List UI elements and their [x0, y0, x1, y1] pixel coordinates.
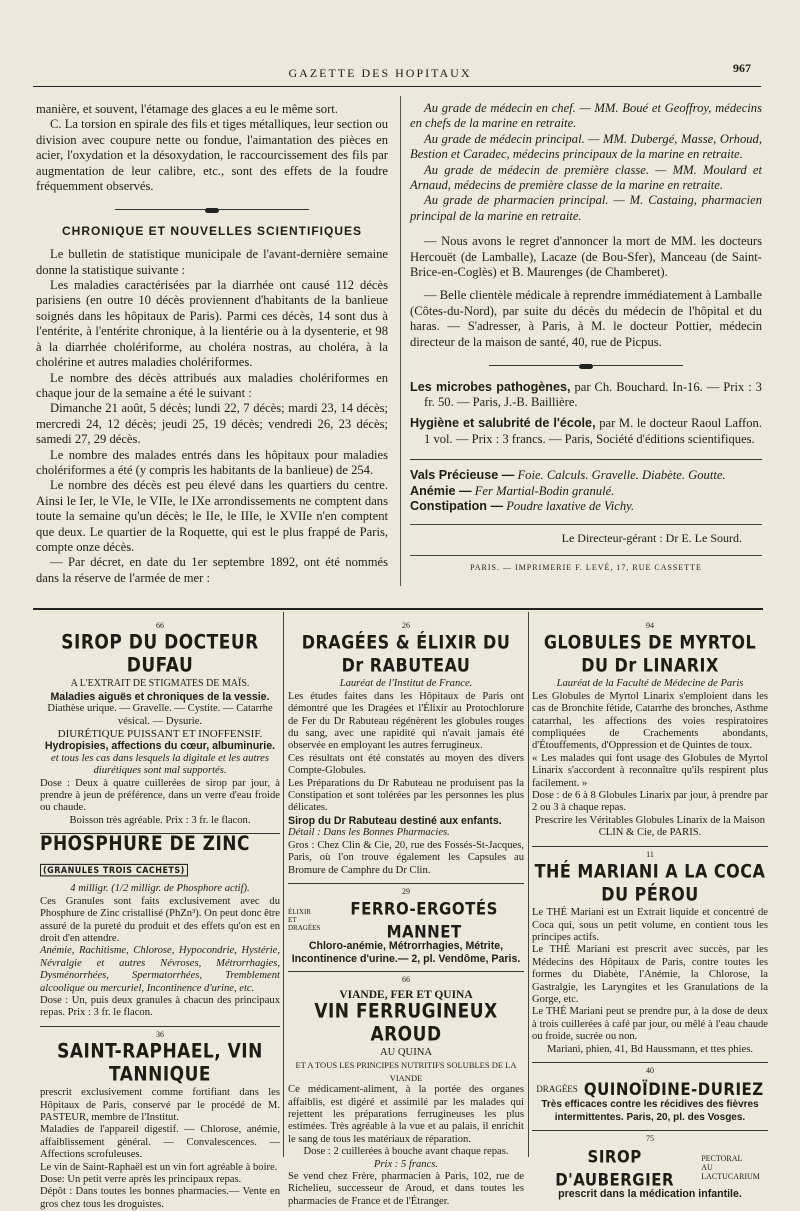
ad-title: VIN FERRUGINEUX AROUD: [314, 999, 498, 1046]
ad-text: Chloro-anémie, Métrorrhagies, Métrite, Incontinence d'urine.— 2, pl. Vendôme, Paris.: [291, 940, 521, 965]
ad-title: [40, 833, 280, 882]
paragraph: Le nombre des décès attribués aux maladies cholériformes en chaque jour de la semaine a été le suivant :: [36, 370, 388, 400]
appointment: Au grade de médecin en chef. — MM. Boué et Geoffroy, médecins en chefs de la marine en retraite.: [410, 101, 762, 131]
book-notice: [410, 416, 762, 447]
divider: [410, 459, 762, 460]
book-notice: [410, 380, 762, 411]
ad-subtitle: Lauréat de l'Institut de France.: [339, 678, 473, 690]
ad-text: Le vin de Saint-Raphaël est un vin fort agréable à boire.: [40, 1161, 278, 1173]
advert-line: [410, 484, 762, 499]
advert-text: Poudre laxative de Vichy.: [503, 498, 635, 513]
ad-text: Le THÉ Mariani est un Extrait liquide et concentré de Coca qui, sous un petit volume, en contient tous les principes actifs.: [532, 907, 768, 943]
ad-text: Sirop du Dr Rabuteau destiné aux enfants.: [288, 814, 502, 827]
ad-number: 26: [402, 621, 410, 630]
book-title: Les microbes pathogènes,: [410, 379, 571, 394]
ad-text: AU QUINA: [379, 1046, 433, 1058]
ad-number: 94: [646, 621, 654, 630]
book-detail: par M. le docteur Raoul Laffon. 1 vol. — Prix : 3 francs. — Paris, Société d'éditions scientifiques.: [424, 416, 762, 446]
section-title: CHRONIQUE ET NOUVELLES SCIENTIFIQUES: [61, 223, 363, 238]
ad-title-suffix-line: AU LACTUCARIUM: [701, 1163, 760, 1182]
ad-title-suffix-line: PECTORAL: [701, 1154, 743, 1164]
column-divider: [400, 96, 401, 586]
advert-text: Fer Martial-Bodin granulé.: [471, 483, 615, 498]
advert-label: Anémie —: [410, 483, 472, 498]
divider: [532, 1062, 768, 1063]
book-title: Hygiène et salubrité de l'école,: [410, 416, 596, 431]
masthead-title: GAZETTE DES HOPITAUX: [288, 66, 472, 80]
ad-text: Prescrire les Véritables Globules Linarix de la Maison CLIN & Cie, de PARIS.: [534, 814, 766, 839]
divider: [532, 1130, 768, 1131]
ad-heading: Maladies aiguës et chroniques de la vessie.: [50, 690, 270, 703]
ad-text: Mariani, phien, 41, Bd Haussmann, et ttes phies.: [547, 1043, 753, 1055]
printer-line: PARIS. — IMPRIMERIE F. LEVÉ, 17, RUE CASSETTE: [410, 555, 762, 575]
ad-text: prescrit dans la médication infantile.: [558, 1187, 742, 1200]
ad-title-prefix: ÉLIXIR ET DRAGÉES: [288, 908, 321, 933]
ad-price: Prix : 5 francs.: [373, 1158, 439, 1170]
advert-text: Foie. Calculs. Gravelle. Diabète. Goutte.: [514, 468, 726, 483]
ad-text: Très efficaces contre les récidives des fièvres intermittentes. Paris, 20, pl. des Vosges.: [541, 1099, 759, 1123]
ad-text: Le THÉ Mariani peut se prendre pur, à la dose de deux à trois cuillerées à café par jour, ou mêlé à l'eau chaude ou froide, sucrée ou non.: [532, 1006, 768, 1043]
ad-heading: VIANDE, FER ET QUINA: [339, 988, 473, 1001]
ad-text: Ces Granules sont faits exclusivement avec du Phosphure de Zinc cristallisé (PhZn³). On peut donc être assuré de la pureté du produit et des effets qu'on est en droit d'en attendre.: [40, 895, 280, 944]
advert-line: [410, 468, 762, 483]
ad-text: Dose : 2 cuillerées à bouche avant chaque repas.: [303, 1146, 509, 1158]
advert-label: Constipation —: [410, 498, 504, 513]
ornament-separator: [410, 358, 762, 373]
ad-column-divider: [283, 612, 284, 1157]
appointment: Au grade de médecin principal. — MM. Dubergé, Masse, Orhoud, Bestion et Caradec, médecins principaux de la marine en retraite.: [410, 131, 762, 162]
ads-top-rule: [33, 608, 763, 610]
divider: [410, 524, 762, 525]
ad-title: SIROP D'AUBERGIER: [555, 1145, 674, 1190]
right-column: [410, 101, 762, 575]
ad-subtitle: 4 milligr. (1/2 milligr. de Phosphore actif).: [70, 883, 250, 895]
ad-text: Ces résultats ont été constatés au moyen des divers Compte-Globules.: [288, 752, 524, 777]
ad-text: Se vend chez Frère, pharmacien à Paris, 102, rue de Richelieu, successeur de Aroud, et dans toutes les pharmacies de France et de l'Étranger.: [288, 1171, 524, 1207]
ad-column-3: [532, 618, 768, 1200]
ad-text: Dépôt : Dans toutes les bonnes pharmacies.— Vente en gros chez tous les droguistes.: [40, 1186, 280, 1210]
ad-title: THÉ MARIANI A LA COCA DU PÉROU: [534, 860, 766, 905]
ad-number: 75: [646, 1134, 654, 1144]
ad-text: Les Globules de Myrtol Linarix s'emploient dans les cas de Bronchite fétide, Catarrhe des bronches, Asthme catarrhal, les affections des voies respiratoires compliquées de Crachements abondants, d'Étouffements, d'Oppression et de Quintes de toux.: [532, 690, 768, 752]
ad-column-1: [40, 618, 280, 1211]
ad-title-suffix: [701, 1154, 768, 1181]
news-item: — Nous avons le regret d'annoncer la mort de MM. les docteurs Hercouët (de Lamballe), Lacaze (de Bou-Sfer), Manceau (de Saint-Brice-en-Coglès) et B. Maurenges (de Chamberet).: [410, 234, 762, 280]
ad-title: GLOBULES DE MYRTOL DU Dr LINARIX: [543, 631, 757, 677]
paragraph: C. La torsion en spirale des fils et tiges métalliques, leur section ou division avec coupure nette ou fondue, l'aimantation des pièces en acier, l'oxydation et la désoxydation, le raccourcissement des fils par augmentation de leur calibre, etc., sont des effets de la foudre fréquemment observés.: [36, 117, 388, 194]
ad-text: Diathèse urique. — Gravelle. — Cystite. — Catarrhe vésical. — Dysurie.: [47, 703, 273, 727]
header-rule: [33, 86, 761, 87]
divider: [40, 1026, 280, 1027]
ad-text: Ce médicament-aliment, à la portée des organes affaiblis, est digéré et assimilé par les malades qui rejettent les préparations ferrugineuses les plus estimées. Très agréable à la vue et au palais, il enrichit le sang de tous les matériaux de réparation.: [288, 1084, 524, 1145]
ad-title-row: [532, 1145, 768, 1190]
left-column: [36, 102, 388, 586]
ad-title: FERRO-ERGOTÉS MANNET: [350, 898, 498, 943]
ad-text: Dose : Deux à quatre cuillerées de sirop par jour, à prendre à jeun de préférence, dans un verre d'eau froide ou chaude.: [40, 777, 280, 814]
ad-text: Les Préparations du Dr Rabuteau ne produisent pas la Constipation et sont tolérées par les personnes les plus délicates.: [288, 777, 524, 814]
ad-text: Les études faites dans les Hôpitaux de Paris ont démontré que les Dragées et l'Élixir au Protochlorure de Fer du Dr Rabuteau régénèrent les globules rouges du sang, avec une rapidité qui n'avait jamais été observée en employant les autres ferrugineux.: [288, 690, 524, 752]
appointment: Au grade de pharmacien principal. — M. Castaing, pharmacien principal de la marine en retraite.: [410, 193, 762, 223]
ad-title-row: [288, 898, 524, 943]
ad-text: « Les malades qui font usage des Globules de Myrtol Linarix s'accordent à reconnaître qu'ils respirent plus facilement. »: [532, 752, 768, 789]
news-item: — Belle clientèle médicale à reprendre immédiatement à Lamballe (Côtes-du-Nord), par suite du décès du médecin de l'hôpital et du haras. — S'adresser, à Paris, à M. le docteur Pottier, médecin directeur de la maison de santé, 40, rue de Picpus.: [410, 288, 762, 349]
ad-title: DRAGÉES & ÉLIXIR DU Dr RABUTEAU: [301, 631, 511, 677]
ad-text: Hydropisies, affections du cœur, albuminurie.: [44, 740, 276, 753]
divider: [288, 971, 524, 972]
ad-title-text: PHOSPHURE DE ZINC: [40, 833, 250, 857]
ad-number: 11: [646, 849, 654, 859]
ad-subtitle: Lauréat de la Faculté de Médecine de Paris: [556, 678, 744, 690]
ad-number: 66: [156, 621, 164, 630]
paragraph: Dimanche 21 août, 5 décès; lundi 22, 7 décès; mardi 23, 14 décès; mercredi 24, 12 décès; jeudi 25, 19 décès; vendredi 26, 23 décès; samedi 27, 29 décès.: [36, 401, 388, 447]
ornament-separator: [36, 202, 388, 217]
ad-column-2: [288, 618, 524, 1208]
page-number: 967: [733, 61, 751, 75]
ad-title: SIROP DU DOCTEUR DUFAU: [61, 631, 259, 678]
divider: [532, 846, 768, 847]
ad-text: Anémie, Rachitisme, Chlorose, Hypocondrie, Hystérie, Névralgie et autres Névroses, Métrorrhagies, Dysménorrhées, Spermatorrhées, Tremblement alcoolique ou mercuriel, Incontinence d'urine, etc.: [40, 945, 280, 994]
ad-text: prescrit exclusivement comme fortifiant dans les Hôpitaux de Paris, conservé par le procédé de M. PASTEUR, membre de l'Institut.: [40, 1087, 280, 1123]
ad-text: Le THÉ Mariani est prescrit avec succès, par les Médecins des Hôpitaux de Paris, contre toutes les formes du Diabète, l'Anémie, la Chlorose, la Gastralgie, les Laryngites et les Granulations de la Gorge, etc.: [532, 944, 768, 1005]
ad-title-prefix: DRAGÉES: [536, 1084, 578, 1095]
paragraph: Les maladies caractérisées par la diarrhée ont causé 112 décès parisiens (en outre 10 décès proviennent d'habitants de la banlieue soignés dans les hôpitaux de Paris). Parmi ces décès, 14 sont dus à l'entérite, à l'entérite chronique, à la lientérie ou à la dysenterie, et 98 à la diarrhée cholériforme, au choléra nostras, au choléra, à la cholérine et autres maladies cholériformes.: [36, 278, 388, 370]
paragraph: manière, et souvent, l'étamage des glaces a eu le même sort.: [36, 102, 338, 116]
ad-text: Gros : Chez Clin & Cie, 20, rue des Fossés-St-Jacques, Paris, où l'on trouve également les Capsules au Bromure de Camphre du Dr Clin.: [288, 839, 524, 876]
director-signature: Le Directeur-gérant : Dr E. Le Sourd.: [561, 531, 742, 546]
ad-badge: (GRANULES TROIS CACHETS): [40, 864, 188, 877]
ad-text: Dose : Un, puis deux granules à chacun des principaux repas. Prix : 3 fr. le flacon.: [40, 994, 280, 1019]
paragraph: — Par décret, en date du 1er septembre 1892, ont été nommés dans la réserve de l'armée de mer :: [36, 555, 388, 585]
paragraph: Le nombre des malades entrés dans les hôpitaux pour maladies cholériformes a été (y compris les habitants de la banlieue) de 254.: [36, 447, 388, 477]
appointment: Au grade de médecin de première classe. — MM. Moulard et Arnaud, médecins de première classe de la marine en retraite.: [410, 162, 762, 193]
ad-title: QUINOÏDINE-DURIEZ: [583, 1079, 764, 1100]
ad-title-row: [532, 1079, 768, 1099]
ad-text: Détail : Dans les Bonnes Pharmacies.: [288, 827, 450, 839]
paragraph: Le bulletin de statistique municipale de l'avant-dernière semaine donne la statistique suivante :: [36, 247, 388, 277]
ad-text: DIURÉTIQUE PUISSANT ET INOFFENSIF.: [57, 728, 263, 741]
ad-number: 29: [402, 886, 410, 896]
ad-column-divider: [528, 612, 529, 1157]
ad-price: Boisson très agréable. Prix : 3 fr. le flacon.: [69, 814, 251, 826]
ad-subtitle: A L'EXTRAIT DE STIGMATES DE MAÏS.: [70, 678, 250, 690]
ad-text: et tous les cas dans lesquels la digitale et les autres diurétiques sont mal supportés.: [51, 752, 269, 777]
ad-number: 36: [156, 1029, 164, 1039]
ad-text: Dose: Un petit verre après les principaux repas.: [40, 1174, 242, 1185]
book-detail: par Ch. Bouchard. In-16. — Prix : 3 fr. 50. — Paris, J.-B. Baillière.: [424, 379, 762, 409]
ad-text: Maladies de l'appareil digestif. — Chlorose, anémie, affaiblissement général. — Convalescences. — Affections scrofuleuses.: [40, 1124, 280, 1161]
ad-subtitle: ET A TOUS LES PRINCIPES NUTRITIFS SOLUBLES DE LA VIANDE: [295, 1060, 517, 1083]
divider: [288, 883, 524, 884]
ad-number: 40: [646, 1065, 654, 1075]
ad-number: 66: [402, 975, 410, 985]
paragraph: Le nombre des décès est peu élevé dans les quartiers du centre. Ainsi le Ier, le VIe, le VIIe, le IXe arrondissements ne comptent dans toute la semaine qu'un décès; le IIe, le IIIe, le XVIIe n'en comptent que deux. Le quartier de la Roquette, qui est le plus frappé de Paris, compte onze décès.: [36, 478, 388, 554]
ad-title: SAINT-RAPHAEL, VIN TANNIQUE: [57, 1040, 263, 1087]
advert-line: [410, 499, 762, 514]
advert-label: Vals Précieuse —: [410, 468, 515, 483]
ad-text: Dose : de 6 à 8 Globules Linarix par jour, à prendre par 2 ou 3 à chaque repas.: [532, 790, 768, 814]
